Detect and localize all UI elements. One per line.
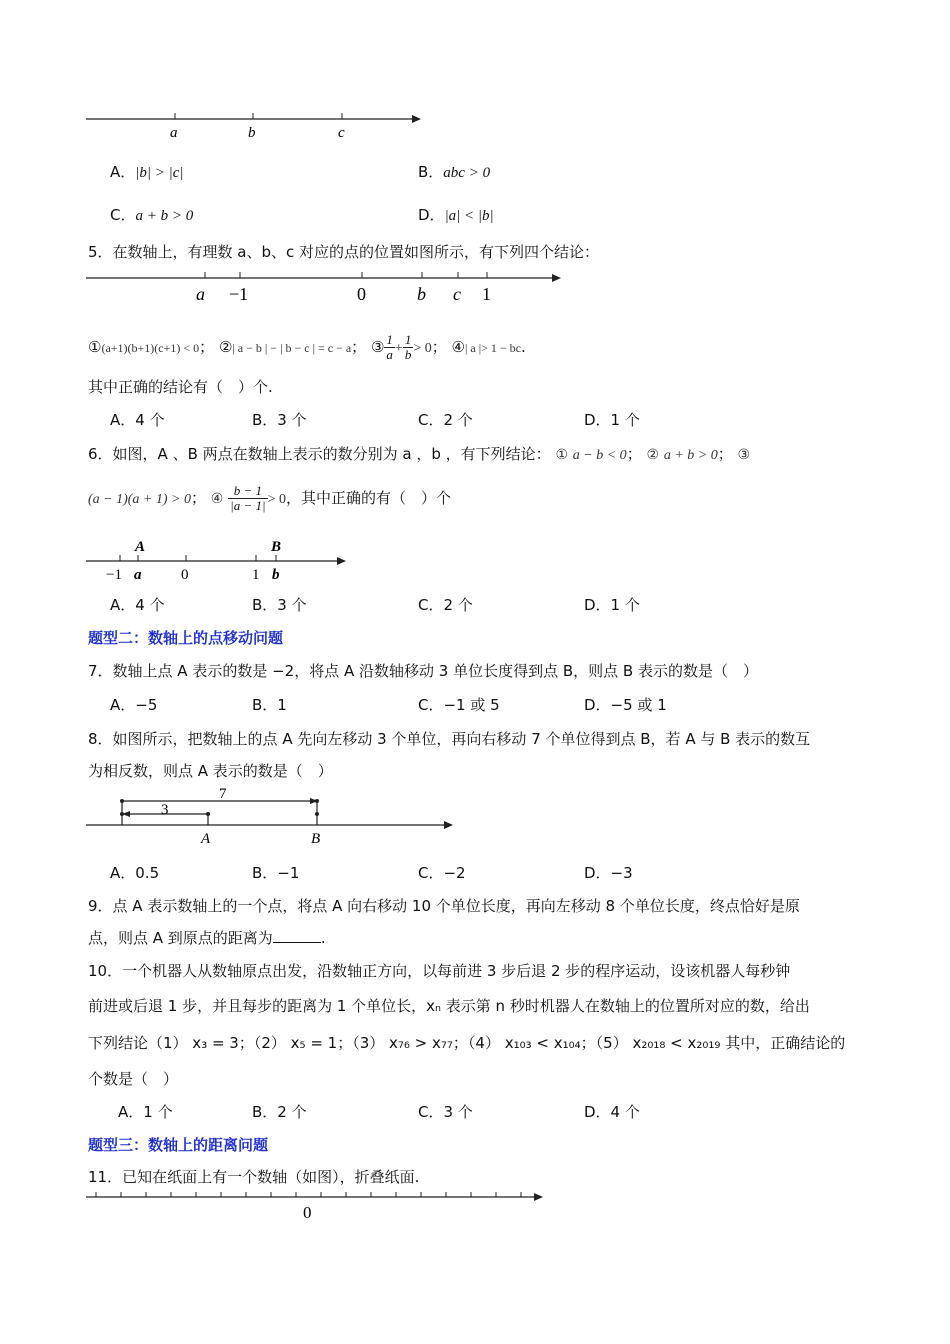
q8-option-d[interactable]: D．−3 [584, 864, 633, 882]
axis-label-1: 1 [482, 284, 491, 304]
q8-line2: 为相反数，则点 A 表示的数是（ ） [88, 762, 333, 780]
axis-label-neg1: −1 [106, 567, 122, 583]
axis-label-0: 0 [181, 567, 189, 583]
q11-number-line [84, 1188, 554, 1224]
q6-stem-line1 [88, 443, 750, 464]
q5-stem: 5．在数轴上，有理数 a、b、c 对应的点的位置如图所示，有下列四个结论： [88, 243, 600, 261]
section-title-2: 题型二：数轴上的点移动问题 [88, 629, 284, 647]
q9-line1: 9．点 A 表示数轴上的一个点，将点 A 向右移动 10 个单位长度，再向左移动 8 个单位长度，终点恰好是原 [88, 897, 800, 915]
section-title-3: 题型三：数轴上的距离问题 [88, 1136, 269, 1154]
option-expr: a + b > 0 [135, 208, 194, 224]
axis-label-0: 0 [303, 1203, 312, 1222]
fig-label-a: A [201, 831, 211, 847]
c4-mark: ④ [210, 492, 224, 507]
q9-line2-wrap [88, 927, 326, 948]
c3-frac2: $\frac{1}{b}$ [404, 332, 412, 362]
q5-number-line [84, 268, 564, 308]
q8-figure [84, 785, 464, 850]
q10-line3: 下列结论（1） x₃ = 3；（2） x₅ = 1；（3） x₇₆ > x₇₇；（4） x₁₀₃ < x₁₀₄；（5） x₂₀₁₈ < x₂₀₁₉ 其中，正确结论的 [88, 1034, 846, 1052]
c4-expr: | a |> 1 − bc [464, 341, 521, 355]
q7-option-c[interactable]: C．−1 或 5 [418, 696, 500, 714]
option-expr: |b| > |c| [135, 165, 184, 181]
fig-label-7: 7 [219, 786, 227, 802]
q7-option-b[interactable]: B．1 [252, 696, 287, 714]
point-label-a: A [135, 539, 146, 555]
option-letter: B． [418, 163, 444, 181]
q5-conclusions [88, 332, 526, 364]
option-expr: abc > 0 [443, 165, 491, 181]
c2-mark: ② [218, 338, 233, 356]
sep: ； [191, 489, 207, 507]
c3-frac1: $\frac{1}{a}$ [386, 332, 393, 362]
end: . [520, 338, 526, 356]
c1-mark: ① [555, 448, 568, 463]
q6-number-line [84, 535, 354, 585]
q4-option-b[interactable] [418, 161, 490, 182]
q5-option-a[interactable]: A．4 个 [110, 411, 165, 429]
sep: ； [626, 445, 642, 463]
q6-tail: ，其中正确的有（ ）个 [285, 489, 451, 507]
q4-option-a[interactable] [110, 161, 184, 182]
c2-mark: ② [646, 448, 660, 463]
q8-option-b[interactable]: B．−1 [252, 864, 300, 882]
axis-label-a: a [170, 125, 178, 141]
q5-question: 其中正确的结论有（ ）个. [88, 378, 273, 396]
c3-plus: + [394, 341, 403, 356]
axis-label-c: c [338, 125, 345, 141]
c2-expr: | a − b | − | b − c | = c − a [232, 341, 352, 355]
c3-tail: > 0 [413, 341, 432, 356]
q6-option-c[interactable]: C．2 个 [418, 596, 473, 614]
sep: ； [199, 338, 215, 356]
axis-label-1: 1 [252, 567, 260, 583]
sep: ； [351, 338, 367, 356]
c3-expr: (a − 1)(a + 1) > 0 [88, 492, 191, 507]
q8-line1: 8．如图所示，把数轴上的点 A 先向左移动 3 个单位，再向右移动 7 个单位得到点 B，若 A 与 B 表示的数互 [88, 730, 811, 748]
q7-stem: 7．数轴上点 A 表示的数是 −2，将点 A 沿数轴移动 3 单位长度得到点 B，则点 B 表示的数是（ ） [88, 662, 758, 680]
q10-option-a[interactable]: A．1 个 [118, 1103, 173, 1121]
q7-option-a[interactable]: A．−5 [110, 696, 158, 714]
option-letter: A． [110, 163, 136, 181]
q4-number-line [84, 108, 424, 144]
q6-option-a[interactable]: A．4 个 [110, 596, 165, 614]
q4-option-d[interactable] [418, 204, 494, 225]
q10-option-b[interactable]: B．2 个 [252, 1103, 307, 1121]
c4-frac: $\frac{b - 1}{|a - 1|}$ [230, 483, 266, 513]
q10-option-c[interactable]: C．3 个 [418, 1103, 473, 1121]
c1-mark: ① [88, 338, 102, 356]
c3-mark: ③ [737, 448, 751, 463]
q7-option-d[interactable]: D．−5 或 1 [584, 696, 667, 714]
option-expr: |a| < |b| [444, 208, 494, 224]
q9-line2: 点，则点 A 到原点的距离为 [88, 929, 273, 947]
c2-expr: a + b > 0 [663, 448, 718, 463]
q8-option-c[interactable]: C．−2 [418, 864, 466, 882]
q6-option-b[interactable]: B．3 个 [252, 596, 307, 614]
axis-label-0: 0 [357, 284, 366, 304]
fig-label-3: 3 [161, 802, 169, 818]
option-letter: D． [418, 206, 445, 224]
fig-label-b: B [311, 831, 321, 847]
axis-label-b: b [248, 125, 256, 141]
q10-line2: 前进或后退 1 步，并且每步的距离为 1 个单位长，xₙ 表示第 n 秒时机器人在数轴上的位置所对应的数，给出 [88, 997, 810, 1015]
q10-line1: 10．一个机器人从数轴原点出发，沿数轴正方向，以每前进 3 步后退 2 步的程序运动，设该机器人每秒钟 [88, 962, 791, 980]
answer-blank[interactable] [273, 928, 321, 943]
axis-label-neg1: −1 [229, 284, 249, 304]
c4-tail: > 0 [267, 492, 286, 507]
sep: ； [431, 338, 447, 356]
q11-stem: 11．已知在纸面上有一个数轴（如图），折叠纸面. [88, 1168, 420, 1186]
q6-stem-line2 [88, 478, 451, 520]
axis-label-c: c [453, 284, 461, 304]
axis-label-a: a [134, 567, 142, 583]
q4-option-c[interactable] [110, 204, 193, 225]
option-letter: C． [110, 206, 136, 224]
point-label-b: B [271, 539, 282, 555]
q10-line4: 个数是（ ） [88, 1070, 179, 1088]
c1-expr: a − b < 0 [572, 448, 627, 463]
q5-option-d[interactable]: D．1 个 [584, 411, 640, 429]
q5-option-b[interactable]: B．3 个 [252, 411, 307, 429]
axis-label-b: b [272, 567, 280, 583]
c1-expr: (a+1)(b+1)(c+1) < 0 [101, 341, 200, 355]
axis-label-a: a [196, 284, 205, 304]
c3-mark: ③ [370, 338, 385, 356]
q9-line2-end: . [320, 929, 326, 947]
axis-label-b: b [417, 284, 426, 304]
q5-option-c[interactable]: C．2 个 [418, 411, 473, 429]
q8-option-a[interactable]: A．0.5 [110, 864, 160, 882]
q10-option-d[interactable]: D．4 个 [584, 1103, 640, 1121]
c4-mark: ④ [451, 338, 465, 356]
sep: ； [717, 445, 733, 463]
q6-option-d[interactable]: D．1 个 [584, 596, 640, 614]
q6-stem: 6．如图，A 、B 两点在数轴上表示的数分别为 a ，b ，有下列结论： [88, 445, 551, 463]
